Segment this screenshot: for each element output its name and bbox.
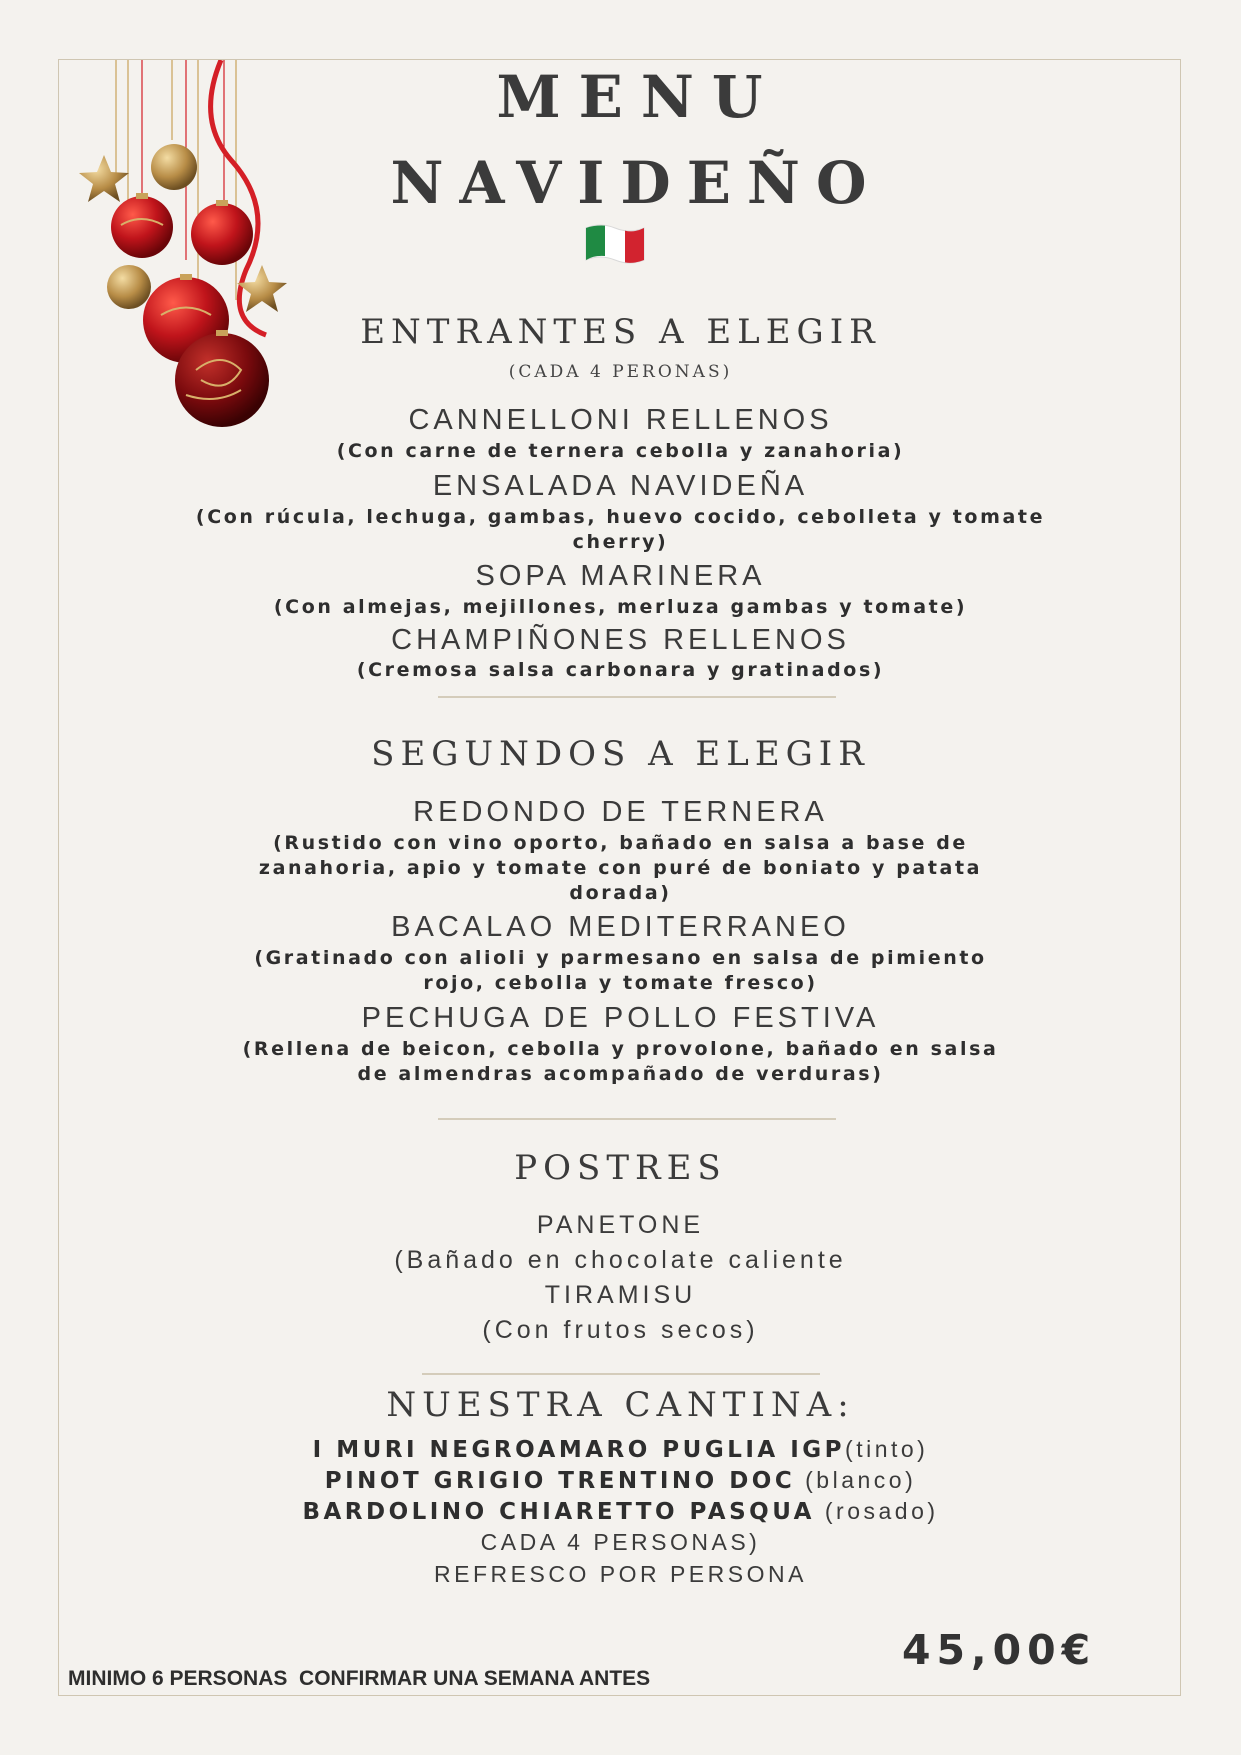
wine-line [0,1434,1241,1465]
section-divider [438,696,836,698]
wine-line [0,1465,1241,1496]
menu-title-line1: MENU [496,63,781,131]
dish-description: dorada) [569,882,672,904]
dish-name: SOPA MARINERA [475,560,766,592]
dish-name: CANNELLONI RELLENOS [408,404,833,436]
dish-name: PECHUGA DE POLLO FESTIVA [361,1002,880,1034]
dish-description: (Rustido con vino oporto, bañado en salsa a base de [273,832,968,854]
cantina-heading: NUESTRA CANTINA: [386,1385,855,1425]
dish-description: de almendras acompañado de verduras) [357,1063,884,1085]
wine-line [0,1496,1241,1527]
wine-name: BARDOLINO CHIARETTO PASQUA [302,1499,815,1525]
dish-description: (Con almejas, mejillones, merluza gambas y tomate) [273,596,968,618]
starters-heading: ENTRANTES A ELEGIR [360,312,881,352]
italy-flag-icon [584,222,646,266]
wine-kind: (rosado) [814,1498,939,1524]
cantina-note: CADA 4 PERSONAS) [480,1529,761,1555]
menu-price: 45,00€ [902,1626,1097,1674]
section-divider [438,1118,836,1120]
cantina-note: REFRESCO POR PERSONA [434,1561,807,1587]
dessert-line: (Bañado en chocolate caliente [394,1246,847,1274]
wine-name: PINOT GRIGIO TRENTINO DOC [324,1468,796,1494]
dish-description: (Rellena de beicon, cebolla y provolone, bañado en salsa [242,1038,999,1060]
dish-name: ENSALADA NAVIDEÑA [432,470,809,502]
dish-description: rojo, cebolla y tomate fresco) [423,972,818,994]
dessert-line: (Con frutos secos) [482,1316,759,1344]
menu-title-line2: NAVIDEÑO [390,149,883,217]
starters-note: (CADA 4 PERONAS) [508,362,733,382]
mains-heading: SEGUNDOS A ELEGIR [371,734,870,774]
dessert-line: TIRAMISU [544,1281,697,1309]
dish-name: CHAMPIÑONES RELLENOS [391,624,850,656]
wine-kind: (tinto) [845,1436,929,1462]
dish-description: (Cremosa salsa carbonara y gratinados) [356,659,885,681]
desserts-heading: POSTRES [514,1148,727,1188]
wine-name: I MURI NEGROAMARO PUGLIA IGP [312,1437,846,1463]
dish-name: REDONDO DE TERNERA [413,796,828,828]
section-divider [422,1373,820,1375]
wine-kind: (blanco) [795,1467,917,1493]
dish-description: cherry) [572,531,669,553]
dish-description: (Gratinado con alioli y parmesano en salsa de pimiento [254,947,987,969]
footer-note: MINIMO 6 PERSONAS CONFIRMAR UNA SEMANA ANTES [68,1667,651,1690]
dish-description: zanahoria, apio y tomate con puré de boniato y patata [258,857,983,879]
dish-description: (Con rúcula, lechuga, gambas, huevo cocido, cebolleta y tomate [195,506,1046,528]
dessert-line: PANETONE [536,1211,705,1239]
dish-description: (Con carne de ternera cebolla y zanahoria) [336,440,905,462]
dish-name: BACALAO MEDITERRANEO [391,911,850,943]
